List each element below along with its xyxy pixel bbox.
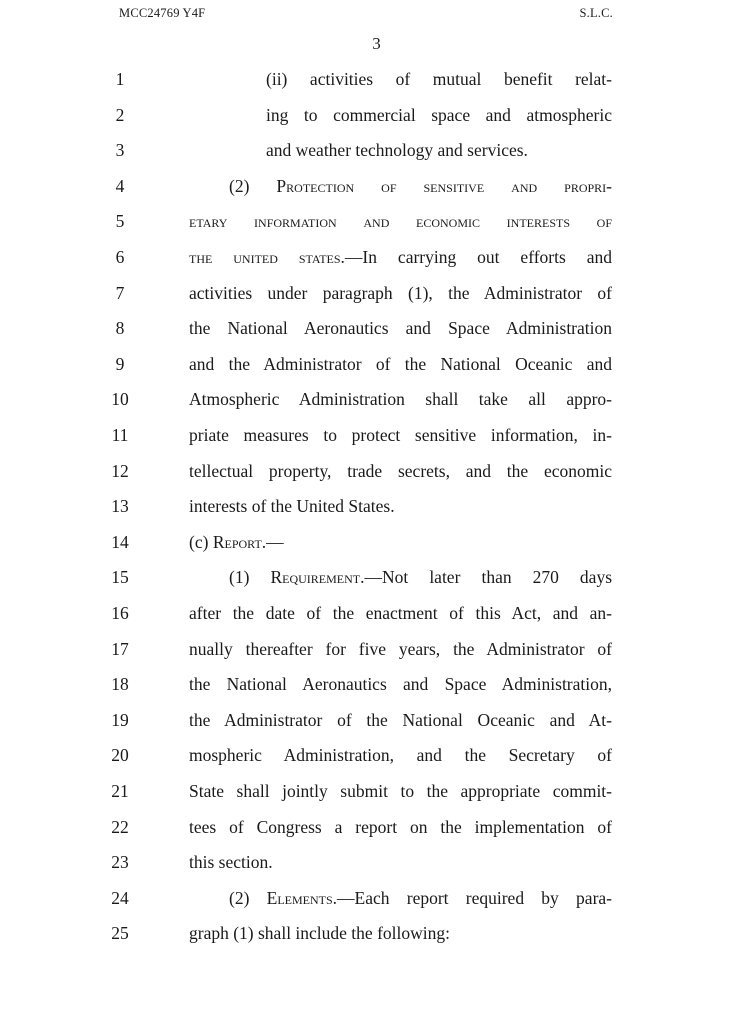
line-number: 25 [111, 923, 129, 944]
line-number: 7 [115, 282, 125, 303]
line-number: 13 [111, 496, 129, 517]
line-number: 3 [115, 140, 125, 161]
line-text [189, 459, 612, 483]
text-line [0, 67, 753, 103]
text-run: and weather technology and services. [266, 140, 528, 161]
text-line [0, 815, 753, 851]
text-run: interests of the United States. [189, 496, 395, 517]
text-run: and the Administrator of the National Oceanic and [189, 353, 612, 374]
small-caps-heading: Elements. [266, 887, 338, 908]
text-run: ing to commercial space and atmospheric [266, 104, 612, 125]
line-text [189, 387, 612, 411]
text-line [0, 708, 753, 744]
line-text [189, 245, 612, 269]
line-text [189, 637, 612, 661]
line-number: 4 [115, 175, 125, 196]
line-number: 18 [111, 674, 129, 695]
text-line [0, 459, 753, 495]
text-line [0, 174, 753, 210]
text-line [0, 637, 753, 673]
text-run: the National Aeronautics and Space Administration, [189, 674, 612, 695]
line-number: 20 [111, 745, 129, 766]
text-line [0, 423, 753, 459]
line-number: 5 [115, 211, 125, 232]
line-number: 24 [111, 887, 129, 908]
text-run: Atmospheric Administration shall take all appro- [189, 389, 612, 410]
line-number: 14 [111, 531, 129, 552]
line-text [229, 174, 612, 198]
line-text [189, 316, 612, 340]
line-text [229, 565, 612, 589]
line-text [266, 138, 528, 162]
line-number: 12 [111, 460, 129, 481]
line-text [189, 815, 612, 839]
line-text [189, 921, 450, 945]
text-line [0, 103, 753, 139]
text-line [0, 921, 753, 957]
slc-mark: S.L.C. [579, 6, 613, 20]
line-number: 21 [111, 781, 129, 801]
line-number: 8 [115, 318, 125, 339]
text-run: —Not later than 270 days [364, 567, 613, 588]
text-line [0, 743, 753, 779]
line-text [189, 743, 612, 767]
line-number: 23 [111, 852, 129, 873]
line-text [189, 352, 612, 376]
text-run: (2) [229, 175, 277, 196]
text-run: (ii) activities of mutual benefit relat- [266, 69, 612, 89]
text-run: —Each report required by para- [337, 887, 612, 908]
text-line [0, 494, 753, 530]
line-text [189, 779, 612, 803]
text-run: tellectual property, trade secrets, and the economic [189, 460, 612, 481]
page-number: 3 [372, 34, 381, 53]
small-caps-heading: etary information and economic interests of [189, 211, 612, 232]
text-line [0, 352, 753, 388]
line-text [189, 708, 612, 732]
line-text [229, 886, 612, 910]
line-text [266, 67, 612, 91]
line-text [189, 281, 612, 305]
line-text [189, 530, 284, 554]
line-number: 1 [115, 69, 125, 89]
small-caps-heading: Requirement. [270, 567, 365, 588]
text-run: activities under paragraph (1), the Administrator of [189, 282, 612, 303]
text-line [0, 565, 753, 601]
line-text [189, 423, 612, 447]
line-number: 9 [115, 353, 125, 374]
bill-identifier: MCC24769 Y4F [119, 6, 206, 20]
text-line [0, 387, 753, 423]
text-run: (1) [229, 567, 271, 588]
line-text [189, 601, 612, 625]
text-line [0, 886, 753, 922]
line-number: 2 [115, 104, 125, 125]
text-run: (c) [189, 531, 213, 552]
text-run: this section. [189, 852, 273, 873]
text-run: tees of Congress a report on the implementation of [189, 816, 612, 837]
text-run: — [266, 531, 284, 552]
text-run: the National Aeronautics and Space Administration [189, 318, 612, 339]
text-run: after the date of the enactment of this Act, and an- [189, 603, 612, 623]
line-number: 17 [111, 638, 129, 659]
text-line [0, 245, 753, 281]
line-number: 22 [111, 816, 129, 837]
small-caps-heading: the united states. [189, 247, 345, 267]
text-run: (2) [229, 887, 267, 908]
text-line [0, 850, 753, 886]
small-caps-heading: Report. [212, 531, 267, 552]
text-run: State shall jointly submit to the appropriate commit- [189, 781, 612, 801]
line-text [266, 103, 612, 127]
text-run: —In carrying out efforts and [344, 247, 612, 267]
line-text [189, 209, 612, 233]
text-run: the Administrator of the National Oceanic and At- [189, 709, 612, 730]
text-line [0, 601, 753, 637]
text-run: priate measures to protect sensitive information, in- [189, 425, 612, 445]
text-line [0, 530, 753, 566]
text-line [0, 672, 753, 708]
text-run: mospheric Administration, and the Secretary of [189, 745, 612, 766]
text-run: graph (1) shall include the following: [189, 923, 450, 944]
text-run: nually thereafter for five years, the Administrator of [189, 638, 612, 659]
text-line [0, 209, 753, 245]
text-line [0, 138, 753, 174]
line-number: 15 [111, 567, 129, 588]
line-text [189, 672, 612, 696]
text-line [0, 779, 753, 815]
line-number: 19 [111, 709, 129, 730]
line-number: 16 [111, 603, 129, 623]
line-number: 6 [115, 247, 125, 267]
small-caps-heading: Protection of sensitive and propri- [276, 175, 613, 196]
line-text [189, 850, 273, 874]
text-line [0, 316, 753, 352]
line-number: 10 [111, 389, 129, 410]
line-text [189, 494, 395, 518]
text-line [0, 281, 753, 317]
line-number: 11 [111, 425, 129, 445]
